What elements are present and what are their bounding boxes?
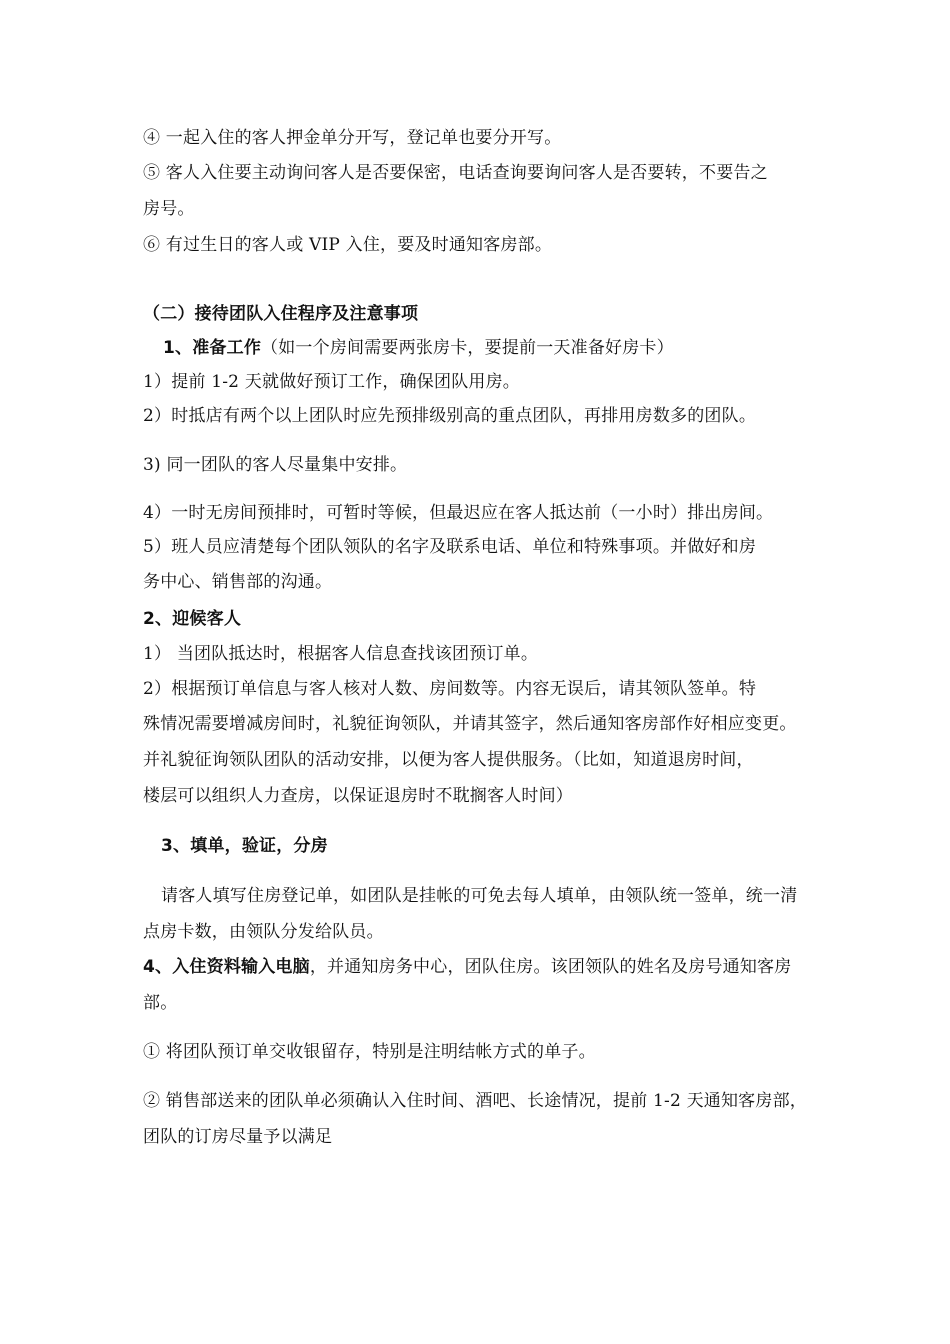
item-5-line-1: ⑤ 客人入住要主动询问客人是否要保密，电话查询要询问客人是否要转，不要告之 bbox=[143, 163, 768, 183]
step-2-item: 并礼貌征询领队团队的活动安排，以便为客人提供服务。（比如，知道退房时间， bbox=[143, 750, 754, 770]
step-1-item: 2）时抵店有两个以上团队时应先预排级别高的重点团队，再排用房数多的团队。 bbox=[143, 406, 757, 426]
step-1-item: 务中心、销售部的沟通。 bbox=[143, 572, 333, 592]
step-4-line-1 bbox=[143, 955, 791, 979]
item-4: ④ 一起入住的客人押金单分开写，登记单也要分开写。 bbox=[143, 128, 562, 148]
step-2-title: 2、迎候客人 bbox=[143, 609, 242, 629]
item-5-line-2: 房号。 bbox=[143, 199, 195, 219]
step-1-item: 3) 同一团队的客人尽量集中安排。 bbox=[143, 455, 408, 475]
step-1-item: 5）班人员应清楚每个团队领队的名字及联系电话、单位和特殊事项。并做好和房 bbox=[143, 537, 757, 557]
step-1-note: （如一个房间需要两张房卡，要提前一天准备好房卡） bbox=[261, 338, 674, 358]
step-1-item: 4）一时无房间预排时，可暂时等候，但最迟应在客人抵达前（一小时）排出房间。 bbox=[143, 503, 774, 523]
step-1-title: 1、准备工作 bbox=[163, 338, 262, 358]
step-4-line-2: 部。 bbox=[143, 993, 178, 1013]
step-4-title: 4、入住资料输入电脑 bbox=[143, 957, 310, 977]
step-3-para-line-2: 点房卡数，由领队分发给队员。 bbox=[143, 922, 384, 942]
item-6: ⑥ 有过生日的客人或 VIP 入住，要及时通知客房部。 bbox=[143, 235, 553, 255]
section-heading: （二）接待团队入住程序及注意事项 bbox=[143, 304, 419, 324]
step-3-title: 3、填单，验证，分房 bbox=[161, 836, 328, 856]
step-2-item: 2）根据预订单信息与客人核对人数、房间数等。内容无误后，请其领队签单。特 bbox=[143, 679, 757, 699]
step-2-item: 楼层可以组织人力查房，以保证退房时不耽搁客人时间） bbox=[143, 786, 573, 806]
step-2-item: 殊情况需要增减房间时，礼貌征询领队，并请其签字，然后通知客房部作好相应变更。 bbox=[143, 714, 797, 734]
step-2-item: 1） 当团队抵达时，根据客人信息查找该团预订单。 bbox=[143, 644, 539, 664]
step-4-item: 团队的订房尽量予以满足 bbox=[143, 1127, 333, 1147]
step-3-para-line-1: 请客人填写住房登记单，如团队是挂帐的可免去每人填单，由领队统一签单，统一清 bbox=[161, 886, 798, 906]
step-1-line bbox=[163, 336, 674, 360]
step-4-text: ，并通知房务中心，团队住房。该团领队的姓名及房号通知客房 bbox=[309, 957, 792, 977]
step-1-item: 1）提前 1-2 天就做好预订工作，确保团队用房。 bbox=[143, 372, 520, 392]
step-4-item: ② 销售部送来的团队单必须确认入住时间、酒吧、长途情况，提前 1-2 天通知客房部， bbox=[143, 1091, 807, 1111]
step-4-item: ① 将团队预订单交收银留存，特别是注明结帐方式的单子。 bbox=[143, 1042, 596, 1062]
